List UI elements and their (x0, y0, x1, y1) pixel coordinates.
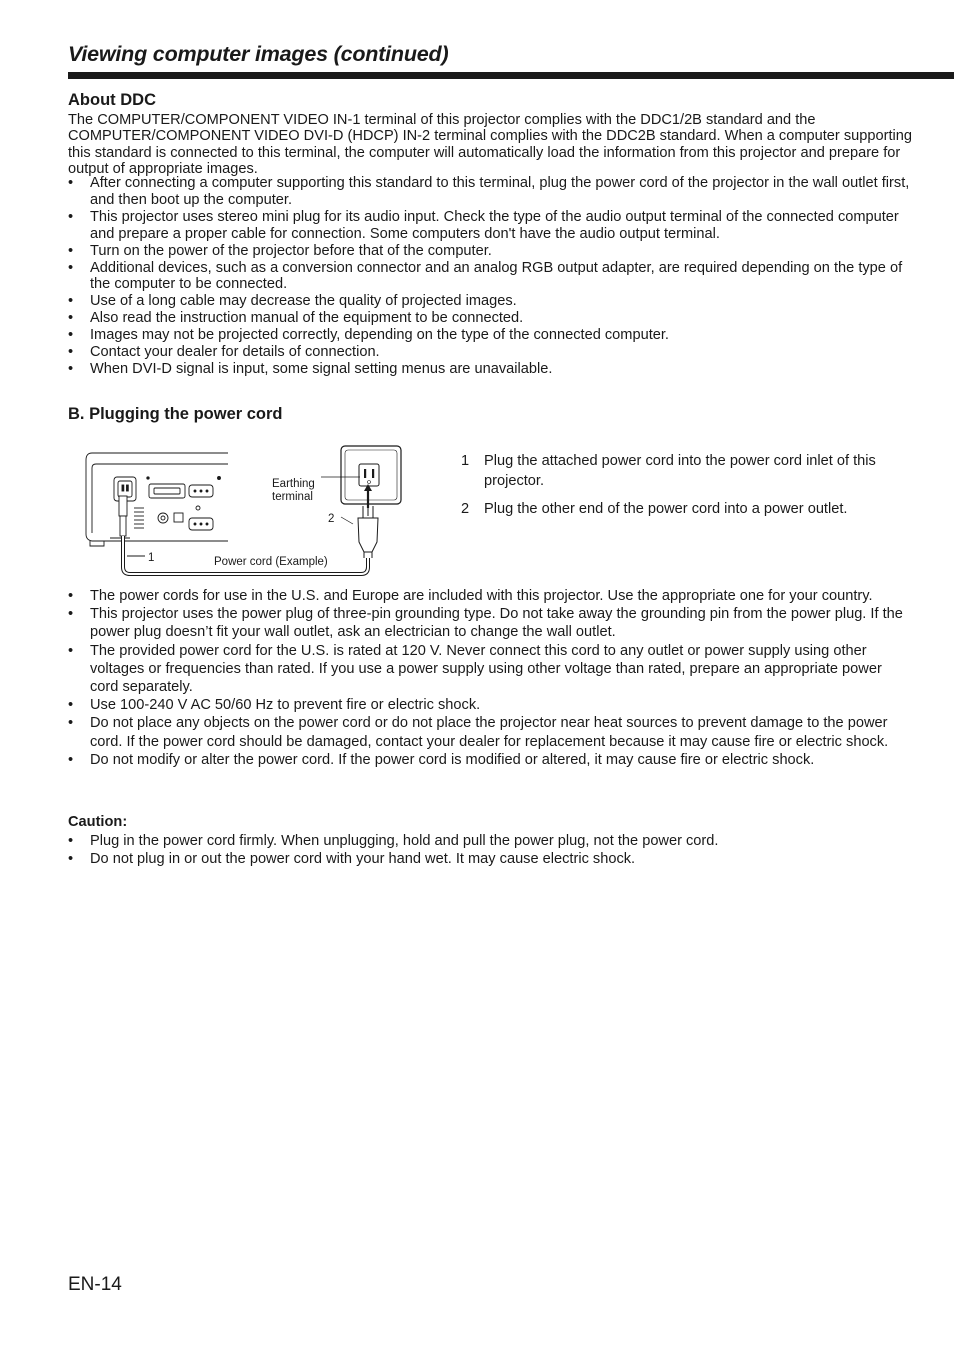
callout-2: 2 (328, 513, 335, 525)
callout-1: 1 (148, 552, 155, 564)
step-text: Plug the other end of the power cord into a power outlet. (484, 501, 848, 517)
list-item: • Do not place any objects on the power cord or do not place the projector near heat sources to prevent damage to the power cord. If the power cord should be damaged, contact your dealer for replacement because it may cause fire or electric shock. (68, 714, 910, 750)
list-item: • Additional devices, such as a conversion connector and an analog RGB output adapter, are required depending on the type of the computer to be connected. (68, 260, 910, 294)
step-number: 1 (461, 453, 470, 469)
step-item (461, 499, 906, 519)
list-item: • Images may not be projected correctly, depending on the type of the connected computer. (68, 327, 910, 344)
power-cord-bullet-list (68, 587, 910, 769)
title-rule (68, 72, 954, 79)
page-title: Viewing computer images (continued) (68, 42, 449, 66)
wall-outlet (321, 446, 401, 508)
about-ddc-bullet-list (68, 175, 910, 378)
list-item: • After connecting a computer supporting this standard to this terminal, plug the power cord of the projector in the wall outlet first, and then boot up the computer. (68, 175, 910, 209)
power-plug (341, 506, 378, 558)
list-item: • Do not modify or alter the power cord. If the power cord is modified or altered, it may cause fire or electric shock. (68, 751, 910, 769)
list-item: • Plug in the power cord firmly. When unplugging, hold and pull the power plug, not the power cord. (68, 832, 910, 850)
list-item: • Turn on the power of the projector before that of the computer. (68, 243, 910, 260)
earthing-label-line-2: terminal (272, 491, 313, 503)
power-cord-heading: B. Plugging the power cord (68, 405, 283, 423)
list-item: • Do not plug in or out the power cord with your hand wet. It may cause electric shock. (68, 850, 910, 868)
list-item: • Use of a long cable may decrease the quality of projected images. (68, 293, 910, 310)
projector-rear-panel (86, 453, 228, 546)
about-ddc-paragraph: The COMPUTER/COMPONENT VIDEO IN-1 terminal of this projector complies with the DDC1/2B standard and the COMPUTER/COMPONENT VIDEO DVI-D (HDCP) IN-2 terminal complies with the DDC2B standard. When a computer supporting this standard is connected to this terminal, the computer will automatically load the information from this projector and prepare for output of appropriate images. (68, 112, 912, 178)
caution-label: Caution: (68, 814, 128, 830)
list-item: • Also read the instruction manual of the equipment to be connected. (68, 310, 910, 327)
list-item: • The power cords for use in the U.S. and Europe are included with this projector. Use the appropriate one for your country. (68, 587, 910, 605)
power-cord-steps (461, 451, 906, 527)
about-ddc-heading: About DDC (68, 91, 156, 109)
earthing-label-line-1: Earthing (272, 478, 315, 490)
page-number: EN-14 (68, 1274, 122, 1295)
list-item: • This projector uses stereo mini plug for its audio input. Check the type of the audio output terminal of the connected computer and prepare a proper cable for connection. Some computers don't have the audio output terminal. (68, 209, 910, 243)
step-number: 2 (461, 501, 470, 517)
power-cord-label: Power cord (Example) (214, 556, 328, 568)
list-item: • Contact your dealer for details of connection. (68, 344, 910, 361)
power-cord-illustration (82, 440, 412, 580)
list-item: • The provided power cord for the U.S. is rated at 120 V. Never connect this cord to any outlet or power supply using other voltages or frequencies than rated. If you use a power supply using other voltage than rated, prepare an appropriate power cord separately. (68, 642, 910, 697)
list-item: • This projector uses the power plug of three-pin grounding type. Do not take away the grounding pin from the power plug. If the power plug doesn’t fit your wall outlet, ask an electrician to change the wall outlet. (68, 605, 910, 641)
step-text: Plug the attached power cord into the power cord inlet of this projector. (484, 453, 876, 489)
step-item (461, 451, 906, 491)
list-item: • Use 100-240 V AC 50/60 Hz to prevent fire or electric shock. (68, 696, 910, 714)
caution-bullet-list (68, 832, 910, 868)
list-item: • When DVI-D signal is input, some signal setting menus are unavailable. (68, 361, 910, 378)
